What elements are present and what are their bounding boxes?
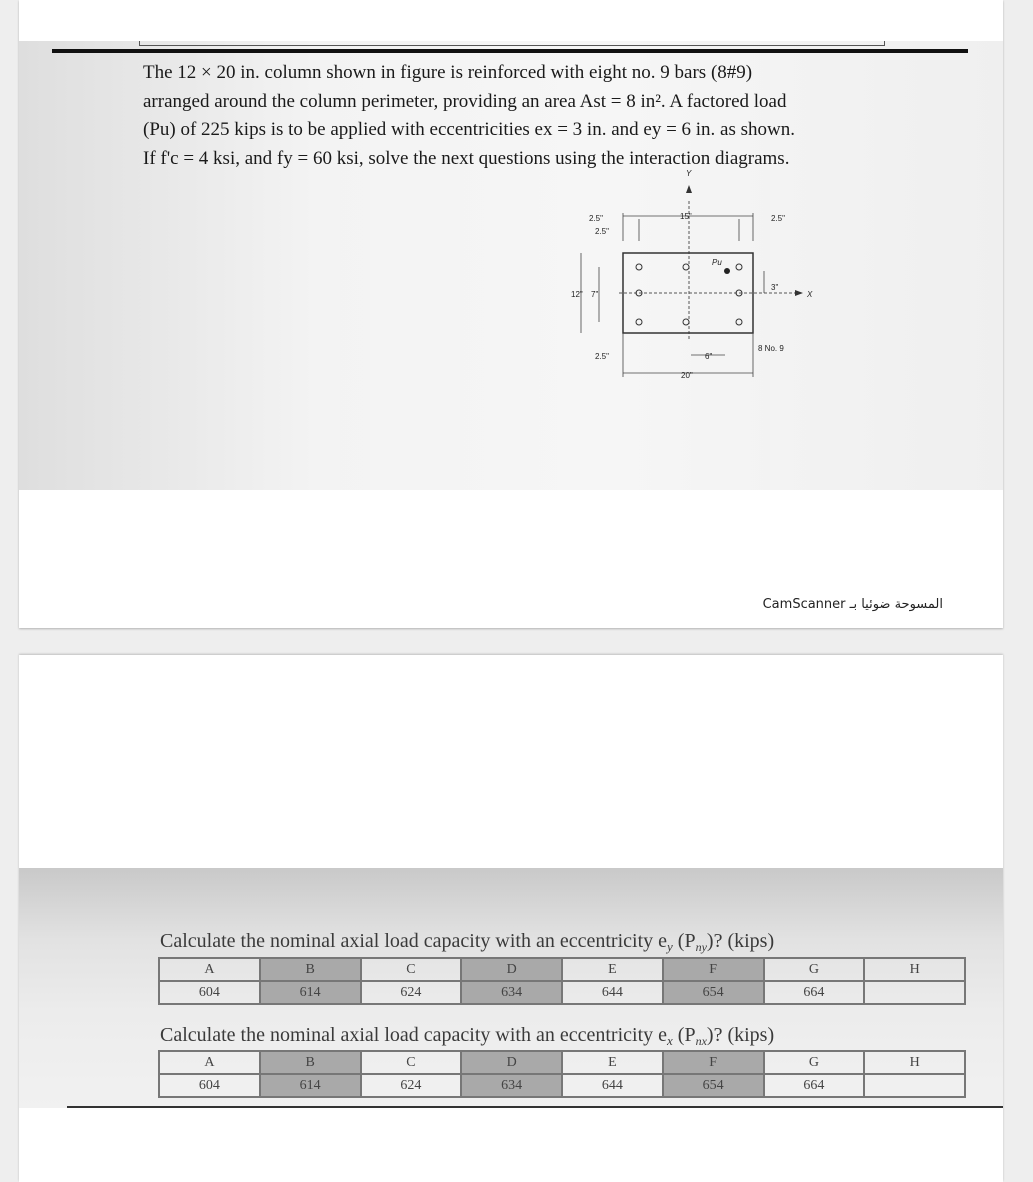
- option-value: 614: [260, 1074, 361, 1097]
- load-point: [724, 268, 730, 274]
- option-letter: B: [260, 1051, 361, 1074]
- option-value: 654: [663, 1074, 764, 1097]
- x-axis-arrow: [795, 290, 803, 296]
- dim-label: 2.5": [595, 227, 609, 236]
- option-value: 644: [562, 1074, 663, 1097]
- dim-label: 2.5": [589, 214, 603, 223]
- bar: [636, 319, 642, 325]
- option-value: 624: [361, 981, 462, 1004]
- dim-label: 2.5": [595, 352, 609, 361]
- problem-line: (Pu) of 225 kips is to be applied with eccentricities ex = 3 in. and ey = 6 in. as shown.: [143, 119, 796, 140]
- scan-image-2: [19, 868, 1003, 1108]
- problem-line: The 12 × 20 in. column shown in figure is reinforced with eight no. 9 bars (8#9): [143, 62, 753, 83]
- dim-label: 20": [681, 371, 693, 380]
- option-letter: H: [864, 1051, 965, 1074]
- option-letter: F: [663, 958, 764, 981]
- scan-image-1: [19, 41, 1003, 490]
- dim-label: 12": [571, 290, 583, 299]
- option-letter: H: [864, 958, 965, 981]
- option-value: 634: [461, 981, 562, 1004]
- option-letter: A: [159, 1051, 260, 1074]
- option-value: 614: [260, 981, 361, 1004]
- bar: [683, 264, 689, 270]
- option-letter: F: [663, 1051, 764, 1074]
- dim-label: 6": [705, 352, 713, 361]
- option-letter: D: [461, 958, 562, 981]
- option-letter: B: [260, 958, 361, 981]
- option-letter: E: [562, 1051, 663, 1074]
- options-value-row: [159, 1074, 965, 1097]
- option-value: 664: [764, 1074, 865, 1097]
- option-letter: C: [361, 1051, 462, 1074]
- question-1-options: [158, 957, 966, 1005]
- bar: [736, 319, 742, 325]
- load-label: Pu: [712, 258, 722, 267]
- scanned-page-2: [19, 655, 1003, 1182]
- option-value: 604: [159, 981, 260, 1004]
- option-letter: A: [159, 958, 260, 981]
- dim-label: 3": [771, 283, 779, 292]
- dim-label: 15": [680, 212, 692, 221]
- option-letter: E: [562, 958, 663, 981]
- option-value: 654: [663, 981, 764, 1004]
- option-letter: D: [461, 1051, 562, 1074]
- options-letter-row: [159, 1051, 965, 1074]
- option-value: 624: [361, 1074, 462, 1097]
- option-letter: G: [764, 1051, 865, 1074]
- bars-label: 8 No. 9: [758, 344, 784, 353]
- option-value: 644: [562, 981, 663, 1004]
- option-value: 664: [764, 981, 865, 1004]
- x-axis-label: X: [807, 290, 813, 299]
- option-letter: G: [764, 958, 865, 981]
- bar: [636, 264, 642, 270]
- option-value: 634: [461, 1074, 562, 1097]
- dim-label: 7": [591, 290, 599, 299]
- camscanner-watermark: CamScanner المسوحة ضوئيا بـ: [762, 597, 943, 612]
- dim-label: 2.5": [771, 214, 785, 223]
- options-letter-row: [159, 958, 965, 981]
- y-axis-arrow: [686, 185, 692, 193]
- scanned-page-1: [19, 0, 1003, 628]
- column-section-figure: [19, 41, 1003, 490]
- question-2-text: Calculate the nominal axial load capacity with an eccentricity $e_x$ $(P_{nx})$? (kips): [160, 1024, 775, 1048]
- options-value-row: [159, 981, 965, 1004]
- bar: [736, 264, 742, 270]
- y-axis-label: Y: [686, 169, 692, 178]
- bar: [683, 319, 689, 325]
- option-value: [864, 981, 965, 1004]
- problem-line: If f'c = 4 ksi, and fy = 60 ksi, solve the next questions using the interaction diagrams.: [143, 147, 790, 169]
- option-value: 604: [159, 1074, 260, 1097]
- question-1-text: Calculate the nominal axial load capacity with an eccentricity $e_y$ $(P_{ny})$? (kips): [160, 930, 775, 954]
- question-2-options: [158, 1050, 966, 1098]
- footer-rule: [67, 1106, 1003, 1108]
- option-value: [864, 1074, 965, 1097]
- problem-line: arranged around the column perimeter, providing an area Ast = 8 in². A factored load: [143, 90, 787, 112]
- option-letter: C: [361, 958, 462, 981]
